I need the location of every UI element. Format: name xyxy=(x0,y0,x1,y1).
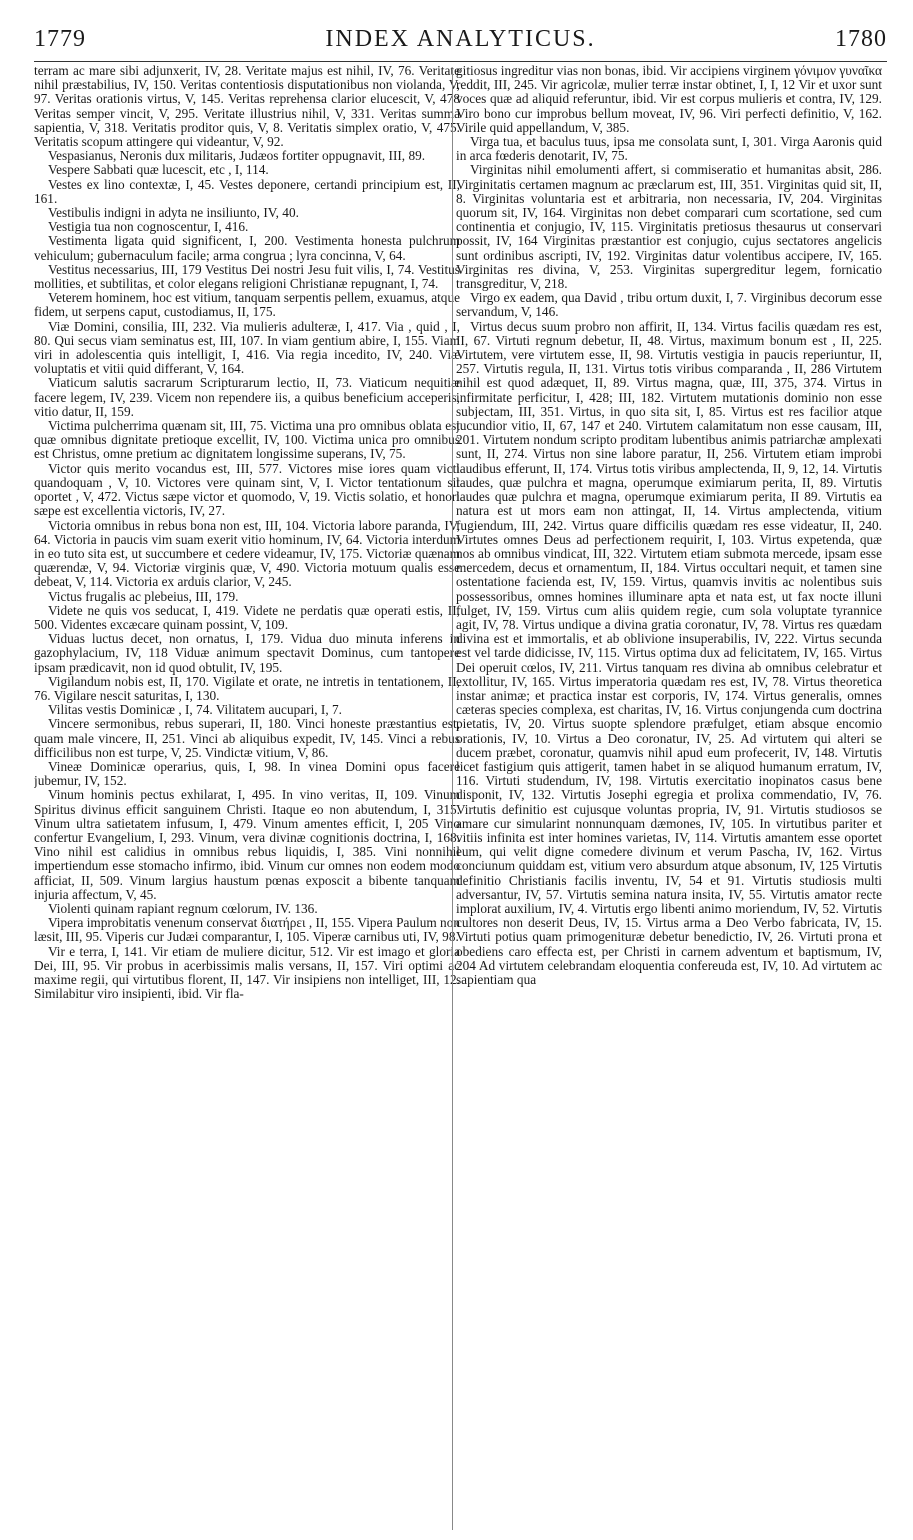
index-entry: Virtus decus suum probro non affirit, II, 134. Virtus facilis quædam res est, II, 67. Virtuti regnum debetur, II, 48. Virtus, maximum bonum est , II, 225. Virtutem, vere virtutem esse, II, 98. Virtutis vestigia in paucis reperiuntur, II, 257. Virtutis regula, II, 131. Virtus totis viribus comparanda , II, 286 Virtutem nihil est quod adæquet, II, 89. Virtus magna, quæ, III, 375, 374. Virtus in infirmitate perficitur, I, 428; III, 182. Virtutem mutationis dominio non esse subjectam, III, 351. Virtus, in quo sita sit, I, 85. Virtus est res facilior atque jucundior vitio, II, 67, 147 et 240. Virtutem calamitatum non esse causam, III, 201. Virtutem nondum scripto proditam lubentibus animis patriarchæ amplexati sunt, II, 274. Virtus non sine labore paratur, II, 256. Virtutem etiam improbi laudibus efferunt, II, 174. Virtus totis viribus amplectenda, II, 9, 12, 14. Virtutis laudes, quæ pulchra et magna, operumque eximiarum perita, II, 89. Virtutis laudes quæ pulchra et magna, operumque eximiarum perita, II 89. Virtutis ea natura est ut mors eam non attingat, II, 14. Virtus amplectenda, vitium fugiendum, III, 242. Virtus quare difficilis quædam res esse videatur, II, 240. Virtutes omnes Deus ad perfectionem requirit, I, 103. Virtus expetenda, quæ nos ab omnibus vindicat, III, 322. Virtutem etiam submota mercede, ipsam esse mercedem, decus et ornamentum, II, 184. Virtus occultari nequit, et tamen sine ostentatione facienda est, IV, 159. Virtus, quamvis invitis ac nolentibus suis possessoribus, omnes homines illuminare apta et nata est, ut fax nocte illuni fulget, IV, 159. Virtus cum aliis quidem regie, cum sola voluptate tyrannice agit, IV, 78. Virtus undique a divina gratia coronatur, IV, 78. Virtus res quædam divina est et immortalis, et ab oblivione insuperabilis, IV, 222. Virtus secunda est vel tarde didicisse, IV, 115. Virtus optima dux ad felicitatem, IV, 165. Virtus Dei operuit cœlos, IV, 211. Virtus tanquam res divina ab omnibus celebratur et extollitur, IV, 165. Virtus imperatoria quædam res est, IV, 78. Virtus theoretica instar animæ; et practica instar est corporis, IV, 174. Virtus generalis, omnes cæteras species complexa, est charitas, IV, 16. Virtus conjungenda cum doctrina pietatis, IV, 20. Virtus suopte splendore præfulget, etiam absque encomio orationis, IV, 10. Virtus a Deo coronatur, IV, 25. Ad virtutem qui alteri se ducem præbet, coronatur, quamvis nihil apud eum profecerit, IV, 148. Virtutis licet fastigium quis attigerit, tamen habet in se aliquod humanum erratum, IV, 116. Virtuti studendum, IV, 198. Virtutis exercitatio inopinatos casus bene disponit, IV, 132. Virtutis Josephi egregia et prolixa commendatio, IV, 76. Virtutis definitio est cujusque voluntas propria, IV, 91. Virtutis studiosos se amare cur simularint nonnunquam dæmones, IV, 105. In virtutibus pariter et vitiis infinita est inter homines varietas, IV, 114. Virtutis amantem esse oportet eum, qui velit digne comedere divinum et verum Pascha, IV, 162. Virtus conciunum quiddam est, vitium vero absurdum atque absonum, IV, 125 Virtutis definitio Christianis facilis inventu, IV, 54 et 91. Virtutis studiosis multi adversantur, IV, 57. Virtutis semina natura insita, IV, 55. Virtutis amator recte implorat auxilium, IV, 4. Virtutis ergo libenti animo moriendum, IV, 52. Virtutis cultores non deserit Deus, IV, 15. Virtus arma a Deo Verbo fabricata, IV, 15. Virtuti potius quam primogenituræ debetur benedictio, IV, 26. Virtuti prona et obediens caro effecta est, per Christi in carnem adventum et baptismum, IV, 204 Ad virtutem celebrandam eloquentia confereuda est, IV, 10. Ad virtutem ac sapientiam qua xyxy=(456,318,882,987)
index-entry: Victoria omnibus in rebus bona non est, III, 104. Victoria labore paranda, IV, 64. Victoria in paucis vim suam exerit vitio hominum, IV, 64. Victoria interdum in eo tuto sita est, ut succumbere et cedere videamur, IV, 175. Victoriæ quænam quærendæ, V, 94. Victoriæ virginis quæ, V, 490. Victoria motuum qualis esse debeat, V, 114. Victoria ex arduis clarior, V, 245. xyxy=(34,517,460,590)
index-entry: Vilitas vestis Dominicæ , I, 74. Vilitatem aucupari, I, 7. xyxy=(48,702,342,718)
index-entry: Vigilandum nobis est, II, 170. Vigilate et orate, ne intretis in tentationem, II, 76. Vigilare nescit saturitas, I, 130. xyxy=(34,673,460,703)
index-entry: gitiosus ingreditur vias non bonas, ibid. Vir accipiens virginem γόνιμον γυναῖκα reddit, III, 245. Vir agricolæ, mulier terræ instar obtinet, I, I, 12 Vir et uxor sunt voces quæ ad aliquid referuntur, ibid. Vir est corpus mulieris et contra, IV, 129. Viro bono cur improbus bellum moveat, IV, 96. Viri perfecti definitio, V, 162. Virile quid appellandum, V, 385. xyxy=(456,64,882,135)
index-entry: Veterem hominem, hoc est vitium, tanquam serpentis pellem, exuamus, atque fidem, ut serpens caput, custodiamus, II, 175. xyxy=(34,290,460,320)
right-column xyxy=(456,64,882,1534)
index-entry: Victor quis merito vocandus est, III, 577. Victores mise iores quam victi quandoquam , V, 10. Victores vere quinam sint, V, I. Victor tentationum sit oportet , V, 472. Victus sæpe victor et quomodo, V, 19. Victis solatio, et honori sæpe est excellentia victoris, IV, 27. xyxy=(34,460,460,519)
running-header xyxy=(34,26,887,60)
index-entry: Violenti quinam rapiant regnum cœlorum, IV. 136. xyxy=(48,900,318,916)
index-entry: Viaticum salutis sacrarum Scripturarum lectio, II, 73. Viaticum nequitiæ facere legem, IV, 239. Vicem non rependere iis, a quibus beneficium acceperis, vitio datur, II, 159. xyxy=(34,375,460,419)
index-entry: Videte ne quis vos seducat, I, 419. Videte ne perdatis quæ operati estis, II, 500. Videntes excæcare quinam possint, V, 109. xyxy=(34,602,460,632)
index-entry: Vestigia tua non cognoscentur, I, 416. xyxy=(48,219,249,235)
index-entry: Vespasianus, Neronis dux militaris, Judæos fortiter oppugnavit, III, 89. xyxy=(48,148,426,164)
index-entry: Viæ Domini, consilia, III, 232. Via mulieris adulteræ, I, 417. Via , quid , I, 80. Qui secus viam seminatus est, III, 107. In viam gentium abire, I, 155. Viam viri in adolescentia quis intelligit, I, 416. Via regia incedito, IV, 240. Viæ voluptatis et vitii quid differant, V, 164. xyxy=(34,318,460,377)
index-entry: Virga tua, et baculus tuus, ipsa me consolata sunt, I, 301. Virga Aaronis quid in arca fœderis denotarit, IV, 75. xyxy=(456,134,882,164)
index-entry: Victus frugalis ac plebeius, III, 179. xyxy=(48,588,239,604)
index-entry: Vestimenta ligata quid significent, I, 200. Vestimenta honesta pulchrum vehiculum; gubernaculum facile; arma congrua ; lyra concinna, V, 64. xyxy=(34,233,460,263)
index-entry: Vespere Sabbati quæ lucescit, etc , I, 114. xyxy=(48,162,269,178)
right-page-number: 1780 xyxy=(835,26,887,52)
index-entry: Vinum hominis pectus exhilarat, I, 495. In vino veritas, II, 109. Vinum Spiritus divinus efficit sanguinem Christi. Itaque eo non abutendum, I, 315. Vinum ultra satietatem infusum, I, 479. Vinum amentes efficit, I, 205 Vino confertur Evangelium, I, 293. Vinum, vera divinæ cognitionis doctrina, I, 168. Vino nihil est calidius in omnibus rebus liquidis, I, 385. Vini nonnihil impertiendum esse stomacho infirmo, ibid. Vinum cur omnes non eodem modo afficiat, II, 509. Vinum largius haustum pœnas exposcit a bibente tanquam injuria affectum, V, 45. xyxy=(34,787,460,902)
index-entry: Vestibulis indigni in adyta ne insiliunto, IV, 40. xyxy=(48,205,299,221)
index-entry: Vineæ Dominicæ operarius, quis, I, 98. In vinea Domini opus facere jubemur, IV, 152. xyxy=(34,758,460,789)
index-entry: Vestitus necessarius, III, 179 Vestitus Dei nostri Jesu fuit vilis, I, 74. Vestitus mollities, et subtilitas, et color elegans religioni Christianæ repugnant, I, 74. xyxy=(34,261,460,292)
index-entry: Vir e terra, I, 141. Vir etiam de muliere dicitur, 512. Vir est imago et gloria Dei, III, 95. Vir probus in acerbissimis malis versans, II, 157. Viri optimi ac maxime regii, qui virtutibus florent, II, 147. Vir insipiens non intelliget, III, 12. Similabitur viro insipienti, ibid. Vir fla- xyxy=(34,943,460,1002)
column-divider xyxy=(452,70,453,1530)
index-entry: terram ac mare sibi adjunxerit, IV, 28. Veritate majus est nihil, IV, 76. Veritate nihil præstabilius, IV, 150. Veritas contentiosis disputationibus non violanda, V, 97. Veritas orationis virtus, V, 145. Veritas reprehensa clarior elucescit, V, 478 Veritas semper vincit, V, 295. Veritate illustrius nihil, V, 331. Veritas summa sapientia, V, 318. Veritatis proditor quis, V, 8. Veritatis simplex oratio, V, 475. Veritatis scopum attingere qui videantur, V, 92. xyxy=(34,64,460,150)
index-entry: Virgo ex eadem, qua David , tribu ortum duxit, I, 7. Virginibus decorum esse servandum, V, 146. xyxy=(456,290,882,320)
left-column xyxy=(34,64,460,1534)
index-entry: Victima pulcherrima quænam sit, III, 75. Victima una pro omnibus oblata est quæ omnibus dignitate pretioque excellit, IV, 100. Victima unica pro omnibus est Christus, omne pretium ac dignitatem longissime superans, IV, 75. xyxy=(34,418,460,462)
index-entry: Virginitas nihil emolumenti affert, si commiseratio et humanitas absit, 286. Virginitatis certamen magnum ac præclarum est, III, 351. Virginitas quid sit, II, 8. Virginitas voluntaria est et arbitraria, non necessaria, IV, 204. Virginitas quorum sit, IV, 164. Virginitas non debet comparari cum scortatione, sed cum continentia et conjugio, IV, 115. Virginitatis pretiosus thesaurus ut conservari possit, IV, 164 Virginitas præstantior est conjugio, cujus sectatores angelicis sunt ordinibus ascripti, IV, 192. Virginitas datur volentibus accipere, IV, 165. Virginitas res divina, V, 253. Virginitas supergreditur legem, fornicatio transgreditur, V, 218. xyxy=(456,162,882,292)
index-entry: Vincere sermonibus, rebus superari, II, 180. Vinci honeste præstantius est, quam male vincere, II, 251. Vinci ab aliquibus expedit, IV, 145. Vinci a rebus difficilibus non est turpe, V, 25. Vindictæ vitium, V, 86. xyxy=(34,716,460,760)
header-rule xyxy=(34,61,887,62)
index-entry: Viduas luctus decet, non ornatus, I, 179. Vidua duo minuta inferens in gazophylacium, IV, 118 Viduæ animum spectavit Dominus, cum tantopere ipsam prædicavit, non id quod obtulit, IV, 195. xyxy=(34,631,460,675)
index-entry: Vestes ex lino contextæ, I, 45. Vestes deponere, certandi principium est, II, 161. xyxy=(34,176,460,206)
left-page-number: 1779 xyxy=(34,26,86,52)
index-entry: Vipera improbitatis venenum conservat διατήρει , II, 155. Vipera Paulum non læsit, III, 95. Viperis cur Judæi comparantur, I, 105. Viperæ carnibus uti, IV, 98. xyxy=(34,915,460,945)
page-title: INDEX ANALYTICUS. xyxy=(325,26,596,52)
